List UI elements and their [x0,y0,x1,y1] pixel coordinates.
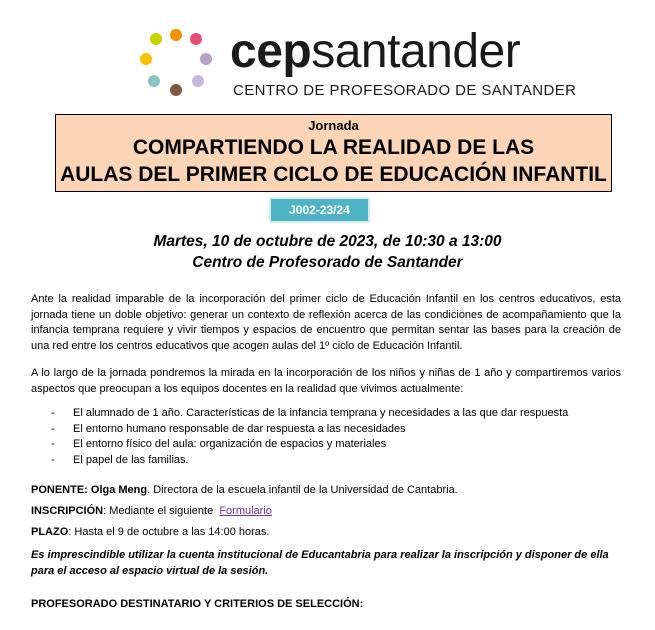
list-item [31,437,568,453]
inscripcion-label: INSCRIPCIÓN [31,505,104,517]
inscripcion-text: : Mediante el siguiente [103,505,220,517]
plazo-text: : Hasta el 9 de octubre a las 14:00 horas. [68,526,270,538]
formulario-link[interactable]: Formulario [219,505,272,517]
cep-logo-icon [136,29,216,97]
dash-icon: - [51,438,55,450]
list-item-text: El alumnado de 1 año. Características de la infancia temprana y necesidades a las que dar respuesta [73,407,569,419]
brand-light: santander [311,25,521,78]
list-item-text: El entorno físico del aula: organización de espacios y materiales [73,438,387,450]
intro-paragraph: Ante la realidad imparable de la incorporación del primer ciclo de Educación Infantil en los centros educativos, esta jornada tiene un doble objetivo: generar un contexto de reflexión acerca de las condiciones de acompañamiento que la infancia temprana requiere y vivir tiempos y espacios de encuentro que permitan sentar las bases para la creación de una red entre los centros educativos que acogen aulas del 1º ciclo de Educación Infantil. [31,293,621,352]
event-date: Martes, 10 de octubre de 2023, de 10:30 a 13:00 [153,233,502,250]
banner-kicker: Jornada [308,118,359,133]
inscripcion-line [31,504,272,519]
ponente-label: PONENTE: Olga Meng [31,484,148,496]
list-item [31,422,568,438]
institutional-account-note: Es imprescindible utilizar la cuenta institucional de Educantabria para realizar la inscripción y disponer de ella para el acceso al espacio virtual de la sesión. [31,549,609,577]
aspects-paragraph: A lo largo de la jornada pondremos la mirada en la incorporación de los niños y niñas de 1 año y compartiremos varios aspectos que preocupan a los equipos docentes en la realidad que vivimos actualmente: [31,367,621,395]
ponente-text: . Directora de la escuela infantil de la Universidad de Cantabria. [147,484,458,496]
dash-icon: - [51,453,55,466]
event-place: Centro de Profesorado de Santander [192,254,463,271]
plazo-line [31,525,269,540]
section-heading: PROFESORADO DESTINATARIO Y CRITERIOS DE SELECCIÓN: [31,598,364,610]
title-banner [55,114,612,192]
plazo-label: PLAZO [31,526,69,538]
list-item [31,453,568,469]
brand-bold: cep [230,25,312,78]
brand-subtitle: CENTRO DE PROFESORADO DE SANTANDER [233,82,577,99]
course-code-badge: J002-23/24 [269,197,370,223]
aspects-list [31,406,568,468]
list-item [31,406,568,422]
banner-title-line2: AULAS DEL PRIMER CICLO DE EDUCACIÓN INFANTIL [60,163,607,186]
brand-wordmark [230,24,520,80]
list-item-text: El papel de las familias. [73,453,189,466]
dash-icon: - [51,422,55,435]
banner-title-line1: COMPARTIENDO LA REALIDAD DE LAS [132,136,535,159]
dash-icon: - [51,407,55,419]
list-item-text: El entorno humano responsable de dar respuesta a las necesidades [73,422,406,435]
ponente-line [31,483,458,498]
